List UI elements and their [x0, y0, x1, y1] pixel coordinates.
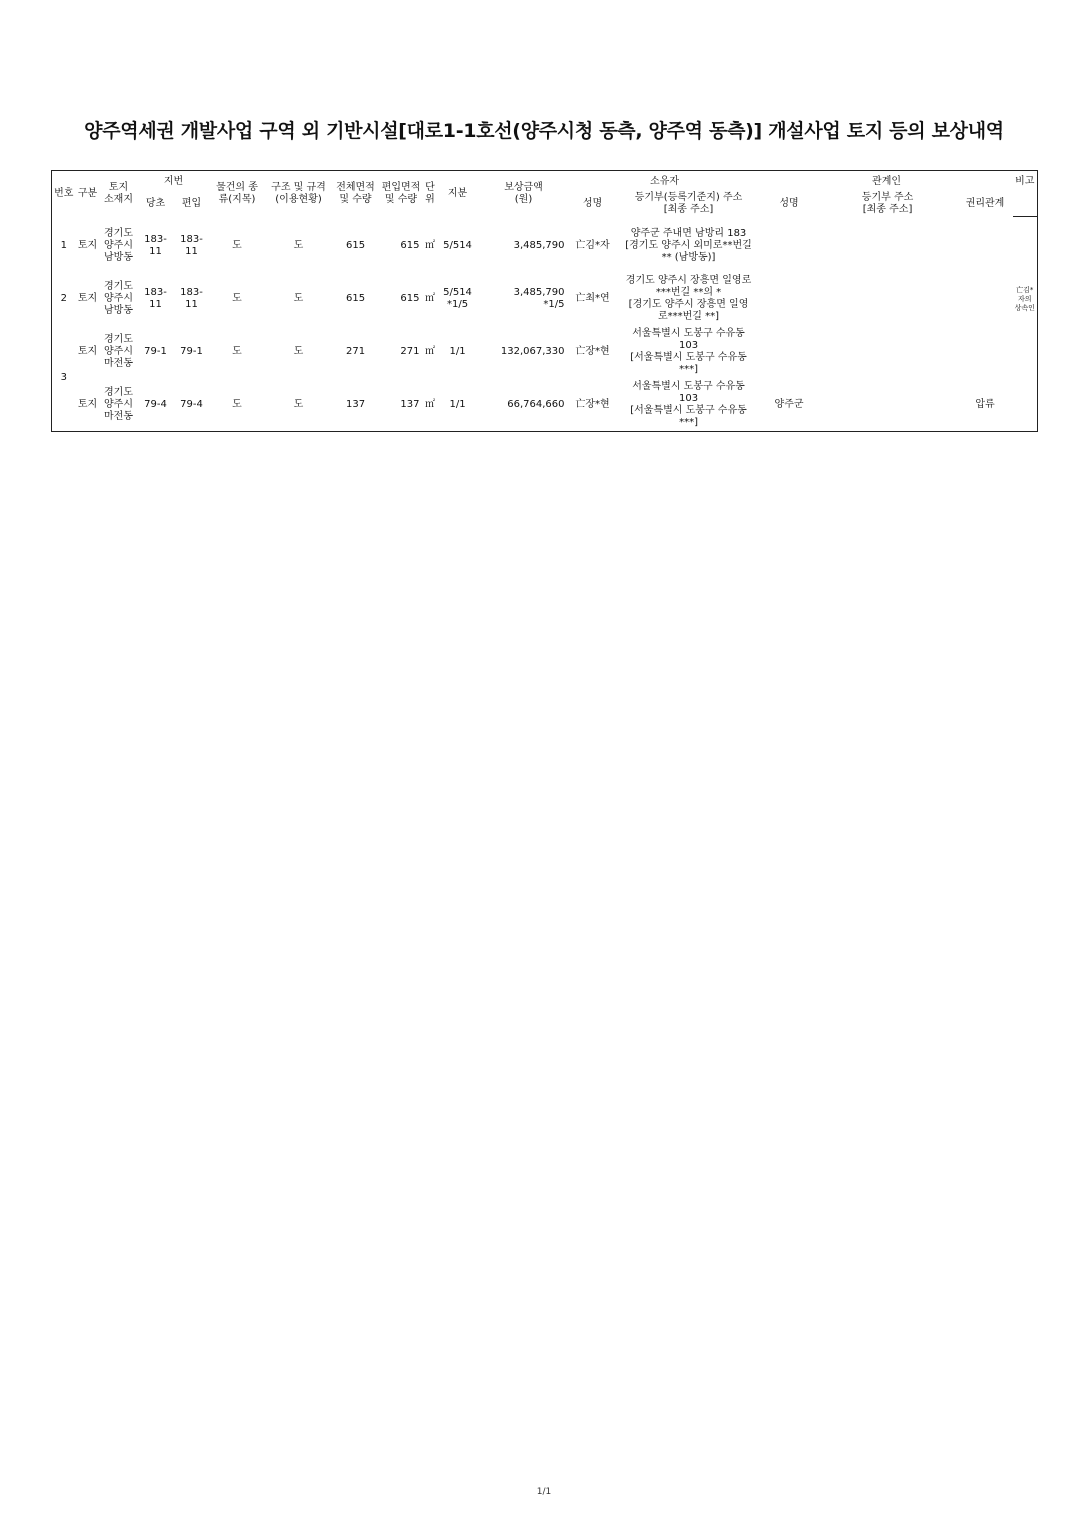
header-owner: 소유자: [650, 175, 680, 187]
cell-owner-name: 亡장*현: [575, 398, 610, 410]
header-structure: 구조 및 규격 (이용현황): [271, 181, 326, 205]
table-row: [52, 273, 1038, 326]
cell-dangcho: 183-11: [144, 234, 167, 257]
header-jibeon: 지번: [163, 175, 184, 187]
cell-no: 3: [60, 372, 67, 384]
cell-rights: [958, 220, 1013, 273]
cell-dangcho: 183-11: [144, 287, 167, 310]
cell-related-name: [761, 326, 818, 379]
cell-total-area: 615: [345, 240, 366, 251]
table-body: [52, 216, 1038, 432]
cell-total-area: 137: [345, 398, 366, 410]
cell-owner-address: 서울특별시 도봉구 수유동 103 [서울특별시 도봉구 수유동 ***]: [630, 328, 747, 375]
cell-share: 5/514 *1/5: [443, 287, 472, 310]
header-gubun: 구분: [77, 187, 98, 199]
cell-related-address: [818, 273, 958, 326]
cell-related-address: [818, 326, 958, 379]
cell-structure: 도: [293, 240, 304, 251]
header-amount: 보상금액 (원): [504, 181, 543, 205]
cell-dangcho: 79-1: [144, 346, 167, 357]
cell-amount: 3,485,790: [513, 240, 565, 251]
cell-pyeonip: 79-4: [180, 398, 203, 410]
cell-kind: 도: [232, 240, 242, 251]
header-location: 토지 소재지: [104, 181, 133, 205]
cell-gubun: 토지: [77, 240, 98, 251]
header-unit: 단 위: [425, 181, 435, 205]
cell-kind: 도: [232, 293, 242, 304]
cell-owner-name: 亡최*연: [575, 293, 610, 304]
cell-pyeonip: 79-1: [180, 346, 203, 357]
cell-owner-address: 서울특별시 도봉구 수유동 103 [서울특별시 도봉구 수유동 ***]: [630, 380, 747, 428]
table-row: [52, 379, 1038, 432]
cell-share: 1/1: [449, 398, 466, 410]
header-no: 번호: [54, 187, 74, 199]
cell-owner-address: 양주군 주내면 남방리 183 [경기도 양주시 외미로**번길 ** (남방동)]: [625, 228, 752, 263]
cell-related-address: [818, 220, 958, 273]
document-title: 양주역세권 개발사업 구역 외 기반시설[대로1-1호선(양주시청 동측, 양주역 동측)] 개설사업 토지 등의 보상내역: [84, 120, 1004, 142]
cell-related-address: [818, 379, 958, 432]
cell-pyeonip: 183-11: [180, 234, 203, 257]
cell-remarks: [1013, 220, 1038, 273]
cell-gubun: 토지: [77, 346, 98, 357]
cell-share: 1/1: [449, 346, 466, 357]
cell-amount: 3,485,790 *1/5: [513, 287, 565, 310]
cell-pyeonip: 183-11: [180, 287, 203, 310]
cell-owner-address: 경기도 양주시 장흥면 일영로 ***번길 **의 * [경기도 양주시 장흥면 일영 로***번길 **]: [625, 275, 752, 322]
header-remarks: 비고: [1015, 175, 1035, 187]
cell-unit: ㎡: [425, 346, 436, 357]
cell-location: 경기도 양주시 마전동: [104, 334, 133, 369]
page-number: 1/1: [536, 1487, 552, 1497]
cell-incorp-area: 615: [400, 293, 420, 304]
compensation-table-container: [51, 170, 1037, 432]
cell-incorp-area: 615: [400, 240, 420, 251]
cell-related-name: [761, 273, 818, 326]
header-kind: 물건의 종 류(지목): [216, 181, 258, 205]
header-total-area: 전체면적 및 수량: [336, 181, 375, 205]
cell-related-name: [761, 220, 818, 273]
header-rights: 권리관계: [965, 198, 1005, 209]
header-related: 관계인: [872, 175, 902, 187]
cell-dangcho: 79-4: [144, 398, 167, 410]
cell-unit: ㎡: [425, 398, 436, 410]
table-row: [52, 326, 1038, 379]
cell-gubun: 토지: [77, 398, 98, 410]
cell-structure: 도: [293, 293, 304, 304]
header-pyeonip: 편입: [181, 198, 202, 209]
cell-remarks: [1013, 326, 1038, 379]
cell-owner-name: 亡장*현: [575, 346, 610, 357]
cell-structure: 도: [293, 398, 304, 410]
cell-unit: ㎡: [425, 293, 436, 304]
cell-incorp-area: 137: [400, 398, 420, 410]
cell-incorp-area: 271: [400, 346, 420, 357]
table-header: [52, 171, 1038, 217]
header-incorp-area: 편입면적 및 수량: [381, 181, 421, 205]
cell-kind: 도: [232, 398, 242, 410]
cell-share: 5/514: [443, 240, 472, 251]
cell-remarks: [1013, 379, 1038, 432]
header-related-address: 등기부 주소 [최종 주소]: [861, 192, 914, 215]
cell-unit: ㎡: [425, 240, 436, 251]
header-remarks-spacer: [1013, 192, 1038, 216]
cell-amount: 132,067,330: [500, 346, 565, 357]
header-related-name: 성명: [779, 198, 799, 209]
cell-no: 2: [60, 293, 67, 304]
cell-kind: 도: [232, 346, 242, 357]
cell-location: 경기도 양주시 남방동: [104, 228, 133, 263]
cell-rights: [958, 273, 1013, 326]
header-dangcho: 당초: [145, 198, 166, 209]
cell-owner-name: 亡김*자: [575, 240, 610, 251]
cell-total-area: 271: [345, 346, 366, 357]
cell-remarks: 亡김*자의 상속인: [1014, 285, 1035, 312]
cell-structure: 도: [293, 346, 304, 357]
cell-rights: 압류: [975, 398, 995, 410]
cell-amount: 66,764,660: [507, 398, 565, 410]
header-owner-name: 성명: [582, 198, 603, 209]
cell-rights: [958, 326, 1013, 379]
header-share: 지분: [447, 187, 468, 199]
cell-no: 1: [60, 240, 67, 251]
table-row: [52, 220, 1038, 273]
cell-gubun: 토지: [77, 293, 98, 304]
header-owner-address: 등기부(등록기준지) 주소 [최종 주소]: [634, 192, 743, 215]
cell-location: 경기도 양주시 남방동: [104, 281, 133, 316]
cell-related-name: 양주군: [774, 398, 804, 410]
cell-location: 경기도 양주시 마전동: [104, 386, 133, 422]
cell-total-area: 615: [345, 293, 366, 304]
compensation-table: [51, 170, 1038, 432]
